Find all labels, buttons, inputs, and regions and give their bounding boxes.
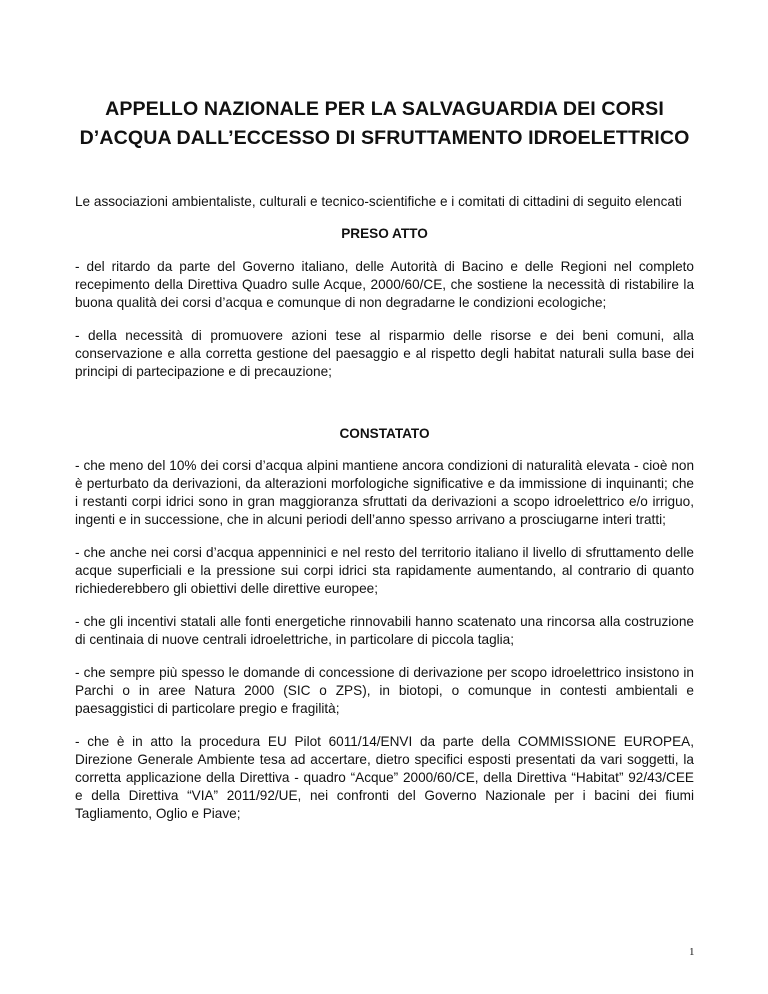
preso-atto-paragraph: - della necessità di promuovere azioni tese al risparmio delle risorse e dei beni comuni, alla conservazione e alla corretta gestione del paesaggio e al rispetto degli habitat naturali sulla base dei principi di partecipazione e di precauzione; (75, 328, 694, 379)
document-body (75, 95, 694, 823)
document-title: APPELLO NAZIONALE PER LA SALVAGUARDIA DEI CORSI D’ACQUA DALL’ECCESSO DI SFRUTTAMENTO IDROELETTRICO (79, 98, 690, 149)
page-number: 1 (689, 946, 695, 958)
section-heading-constatato: CONSTATATO (339, 426, 430, 441)
preso-atto-paragraph: - del ritardo da parte del Governo italiano, delle Autorità di Bacino e delle Regioni nel completo recepimento della Direttiva Quadro sulle Acque, 2000/60/CE, che sostiene la necessità di ristabilire la buona qualità dei corsi d’acqua e comunque di non degradarne le condizioni ecologiche; (75, 259, 694, 310)
intro-paragraph: Le associazioni ambientaliste, culturali e tecnico-scientifiche e i comitati di cittadini di seguito elencati (75, 194, 682, 209)
section-heading-preso-atto: PRESO ATTO (341, 226, 428, 241)
constatato-paragraph: - che sempre più spesso le domande di concessione di derivazione per scopo idroelettrico insistono in Parchi o in aree Natura 2000 (SIC o ZPS), in biotopi, o comunque in contesti ambientali e paesaggistici di particolare pregio e fragilità; (75, 665, 694, 716)
constatato-paragraph: - che è in atto la procedura EU Pilot 6011/14/ENVI da parte della COMMISSIONE EUROPEA, Direzione Generale Ambiente tesa ad accertare, dietro specifici esposti presentati da vari soggetti, la corretta applicazione della Direttiva - quadro “Acque” 2000/60/CE, della Direttiva “Habitat” 92/43/CEE e della Direttiva “VIA” 2011/92/UE, nei confronti del Governo Nazionale per i bacini dei fiumi Tagliamento, Oglio e Piave; (75, 734, 694, 821)
constatato-paragraph: - che anche nei corsi d’acqua appenninici e nel resto del territorio italiano il livello di sfruttamento delle acque superficiali e la pressione sui corpi idrici sta rapidamente aumentando, al contrario di quanto richiederebbero gli obiettivi delle direttive europee; (75, 545, 694, 596)
constatato-paragraph: - che meno del 10% dei corsi d’acqua alpini mantiene ancora condizioni di naturalità elevata - cioè non è perturbato da derivazioni, da alterazioni morfologiche significative e da immissione di inquinanti; che i restanti corpi idrici sono in gran maggioranza sfruttati da derivazioni a scopo idroelettrico e/o irriguo, ingenti e in successione, che in alcuni periodi dell’anno spesso arrivano a prosciugarne interi tratti; (75, 458, 694, 527)
constatato-paragraph: - che gli incentivi statali alle fonti energetiche rinnovabili hanno scatenato una rincorsa alla costruzione di centinaia di nuove centrali idroelettriche, in particolare di piccola taglia; (75, 614, 694, 647)
